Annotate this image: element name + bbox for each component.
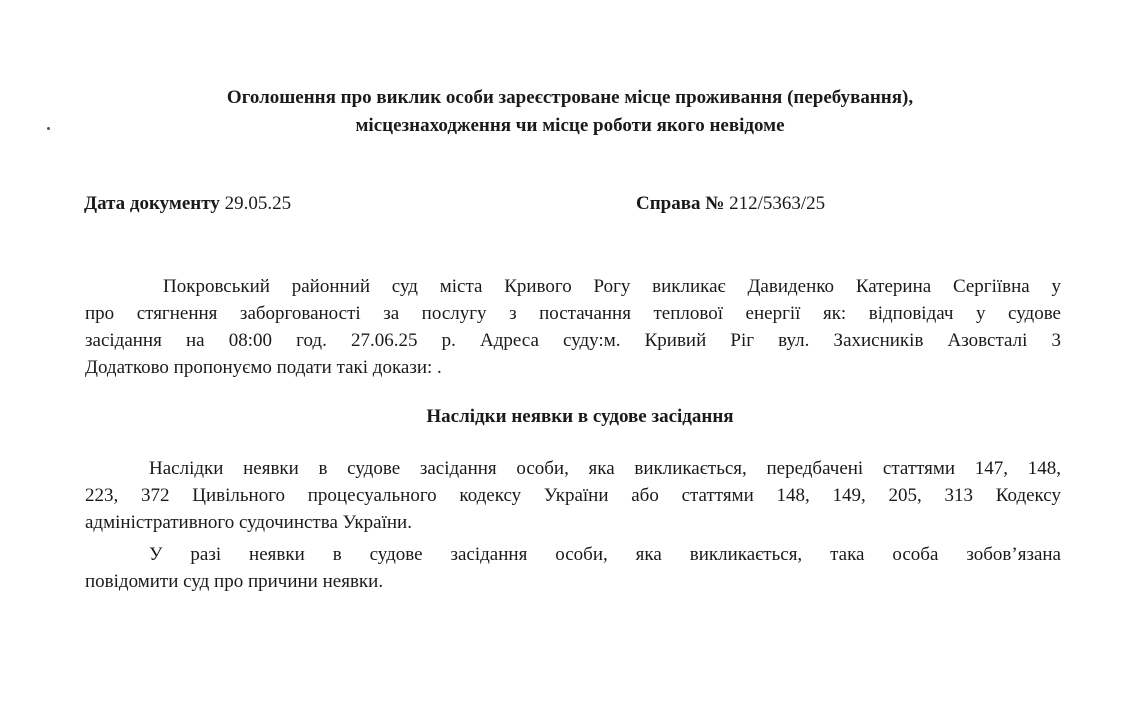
summons-line-1: Покровський районний суд міста Кривого Рогу викликає Давиденко Катерина Сергіївна у [163,276,1061,297]
document-title-line-2: місцезнаходження чи місце роботи якого невідоме [355,115,785,136]
document-title-line-1: Оголошення про виклик особи зареєстроване місце проживання (перебування), [226,87,914,108]
document-date-value: 29.05.25 [224,193,292,214]
document-title [100,84,1040,140]
document-date [84,193,291,215]
summons-paragraph [85,273,1061,381]
document-date-label: Дата документу [84,193,220,214]
notification-line-2: повідомити суд про причини неявки. [85,571,384,592]
consequences-line-1: Наслідки неявки в судове засідання особи, яка викликається, передбачені статтями 147, 148, [149,458,1061,479]
consequences-line-3: адміністративного судочинства України. [85,512,412,533]
scan-speck [47,127,50,130]
case-number-label: Справа № [636,193,725,214]
case-number [636,193,825,215]
notification-paragraph [85,541,1061,595]
case-number-value: 212/5363/25 [729,193,826,214]
consequences-line-2: 223, 372 Цивільного процесуального кодексу України або статтями 148, 149, 205, 313 Кодексу [85,485,1061,506]
summons-line-4: Додатково пропонуємо подати такі докази: . [85,357,442,378]
consequences-heading: Наслідки неявки в судове засідання [426,406,734,427]
consequences-paragraph [85,455,1061,536]
summons-line-2: про стягнення заборгованості за послугу з постачання теплової енергії як: відповідач у судове [85,303,1061,324]
summons-line-3: засідання на 08:00 год. 27.06.25 р. Адреса суду:м. Кривий Ріг вул. Захисників Азовсталі 3 [85,330,1061,351]
notification-line-1: У разі неявки в судове засідання особи, яка викликається, така особа зобов’язана [149,544,1061,565]
